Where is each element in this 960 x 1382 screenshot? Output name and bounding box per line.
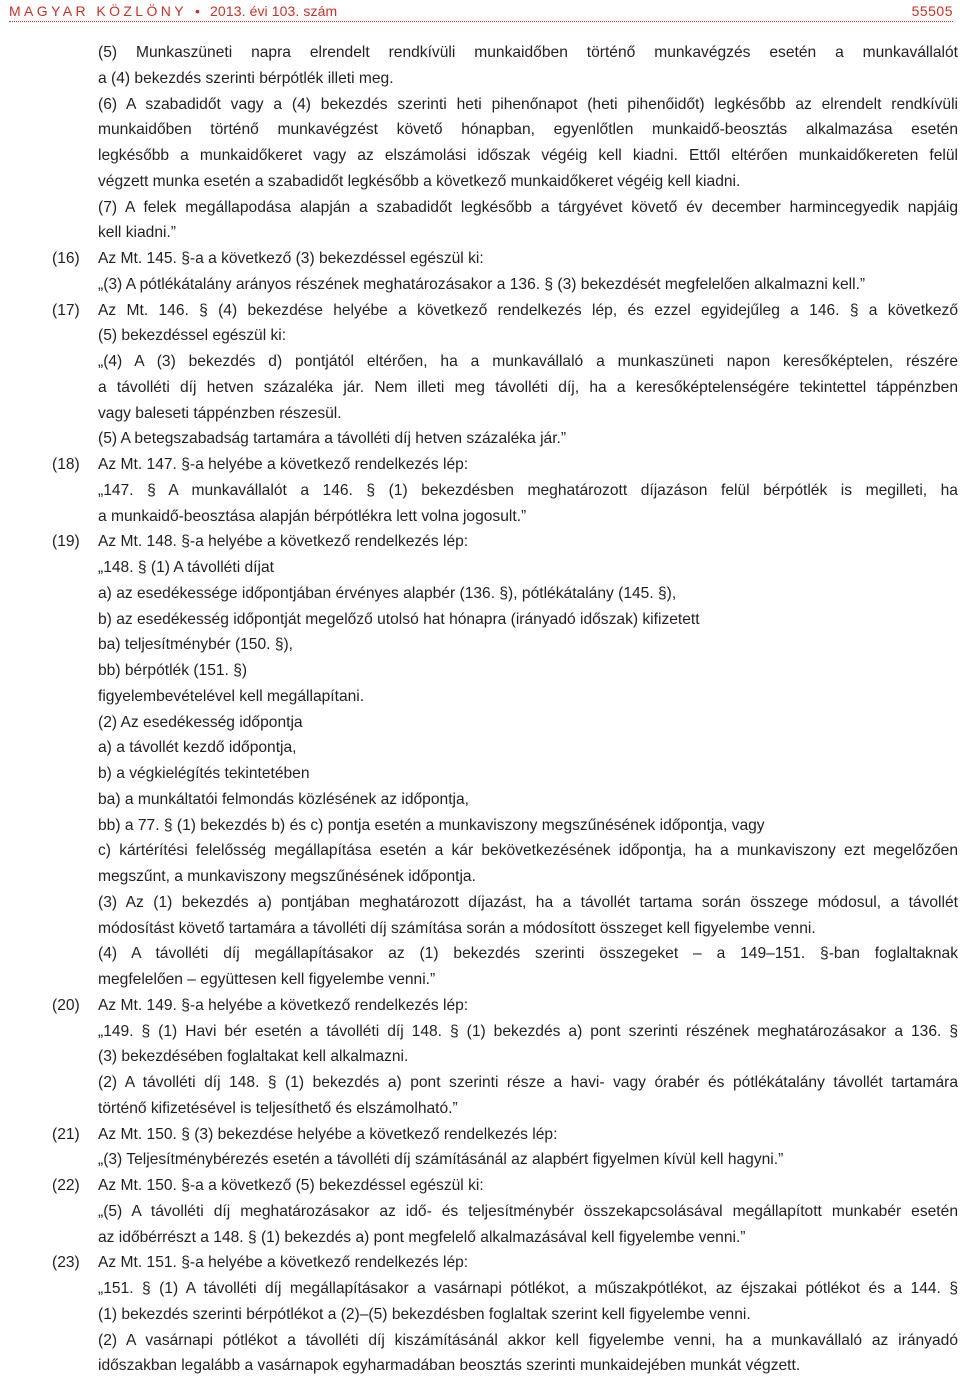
- text-line: (2) A távolléti díj 148. § (1) bekezdés a) pont szerinti része a havi- vagy órabér és pótlékátalány távollét tartamára: [98, 1074, 958, 1091]
- page-header: [9, 0, 953, 22]
- publication-title: MAGYAR KÖZLÖNY: [9, 3, 188, 19]
- text-line: „147. § A munkavállalót a 146. § (1) bekezdésben meghatározott díjazáson felül bérpótlék is megilleti, ha: [98, 481, 958, 499]
- text-line: ba) teljesítménybér (150. §),: [98, 636, 294, 654]
- paragraph-number: (18): [52, 456, 80, 473]
- text-line: (5) A betegszabadság tartamára a távolléti díj hetven százaléka jár.”: [98, 430, 567, 448]
- text-line: Az Mt. 148. §-a helyébe a következő rendelkezés lép:: [98, 533, 469, 551]
- text-line: történő kifizetésével is teljesíthető és elszámolható.”: [98, 1099, 458, 1117]
- text-line: időszakban legalább a vasárnapok egyharmadában beosztás szerinti munkaidejében munkát végzett.: [98, 1357, 801, 1375]
- text-line: „(4) A (3) bekezdés d) pontjától eltérően, ha a munkavállaló a munkaszüneti napon keresőképtelen, részére: [98, 353, 958, 370]
- text-line: a) az esedékessége időpontjában érvényes alapbér (136. §), pótlékátalány (145. §),: [98, 584, 677, 602]
- text-line: megfelelően – együttesen kell figyelembe venni.”: [98, 971, 436, 988]
- text-line: (5) bekezdéssel egészül ki:: [98, 327, 287, 345]
- text-line: (7) A felek megállapodása alapján a szabadidőt legkésőbb a tárgyévet követő év december harmincegyedik napjáig: [98, 198, 958, 216]
- text-line: c) kártérítési felelősség megállapítása esetén a kár bekövetkezésének időpontja, ha a munkaviszony ezt megelőzően: [98, 842, 958, 860]
- text-line: „(3) A pótlékátalány arányos részének meghatározásakor a 136. § (3) bekezdését megfelelően alkalmazni kell.”: [98, 275, 866, 293]
- text-line: (3) Az (1) bekezdés a) pontjában meghatározott díjazást, ha a távollét tartama során összege módosul, a távollét: [98, 893, 958, 911]
- page-number: 55505: [911, 3, 953, 19]
- header-rule: [9, 21, 953, 22]
- text-line: „151. § (1) A távolléti díj megállapításakor a vasárnapi pótlékot, a műszakpótlékot, az éjszakai pótlékot és a 144. §: [98, 1280, 958, 1297]
- text-line: (2) A vasárnapi pótlékot a távolléti díj kiszámításánál akkor kell figyelembe venni, ha a munkavállaló az irányadó: [98, 1331, 958, 1349]
- paragraph-number: (22): [52, 1177, 80, 1194]
- text-line: (2) Az esedékesség időpontja: [98, 713, 303, 731]
- paragraph-number: (20): [52, 996, 80, 1014]
- text-line: figyelembevételével kell megállapítani.: [98, 687, 365, 705]
- text-line: „149. § (1) Havi bér esetén a távolléti díj 148. § (1) bekezdés a) pont szerinti részének meghatározásakor a 136. §: [98, 1022, 958, 1040]
- text-line: Az Mt. 147. §-a helyébe a következő rendelkezés lép:: [98, 456, 469, 473]
- text-line: b) a végkielégítés tekintetében: [98, 765, 310, 782]
- text-line: bb) a 77. § (1) bekezdés b) és c) pontja esetén a munkaviszony megszűnésének időpontja, vagy: [98, 816, 765, 834]
- text-line: munkaidőben történő munkavégzést követő hónapban, egyenlőtlen munkaidő-beosztás alkalmazása esetén: [98, 121, 958, 139]
- text-line: legkésőbb a munkaidőkeret vagy az elszámolási időszak végéig kell kiadni. Ettől eltérően munkaidőkereten felül: [98, 147, 958, 164]
- text-line: módosítást követő tartamára a távolléti díj számítása során a módosított összeget kell figyelembe venni.: [98, 919, 816, 937]
- text-line: bb) bérpótlék (151. §): [98, 662, 248, 679]
- text-line: a) a távollét kezdő időpontja,: [98, 739, 297, 757]
- paragraph-number: (23): [52, 1254, 80, 1272]
- text-line: (4) A távolléti díj megállapításakor az (1) bekezdés szerinti összegeket – a 149–151. §-ban foglaltaknak: [98, 945, 958, 963]
- text-line: „(5) A távolléti díj meghatározásakor az idő- és teljesítménybér összekapcsolásával megállapított munkabér esetén: [98, 1202, 958, 1220]
- text-line: a (4) bekezdés szerinti bérpótlék illeti meg.: [98, 69, 394, 87]
- text-line: Az Mt. 151. §-a helyébe a következő rendelkezés lép:: [98, 1254, 469, 1272]
- text-line: Az Mt. 150. § (3) bekezdése helyébe a következő rendelkezés lép:: [98, 1125, 558, 1143]
- text-line: ba) a munkáltatói felmondás közlésének az időpontja,: [98, 790, 470, 808]
- text-line: Az Mt. 145. §-a a következő (3) bekezdéssel egészül ki:: [98, 250, 484, 267]
- paragraph-number: (17): [52, 301, 80, 319]
- text-line: (3) bekezdésében foglaltakat kell alkalmazni.: [98, 1048, 409, 1066]
- text-line: (5) Munkaszüneti napra elrendelt rendkívüli munkaidőben történő munkavégzés esetén a munkavállalót: [98, 44, 958, 61]
- text-line: vagy baleseti táppénzben részesül.: [98, 404, 342, 422]
- text-line: „(3) Teljesítménybérezés esetén a távolléti díj számításánál az alapbért figyelmen kívül kell hagyni.”: [98, 1151, 784, 1169]
- header-left: [9, 3, 337, 19]
- text-line: a munkaidő-beosztása alapján bérpótlékra lett volna jogosult.”: [98, 507, 527, 525]
- text-line: „148. § (1) A távolléti díjat: [98, 559, 274, 576]
- header-separator: •: [195, 3, 201, 19]
- issue-label: 2013. évi 103. szám: [210, 3, 338, 19]
- text-line: megszűnt, a munkaviszony megszűnésének időpontja.: [98, 868, 476, 885]
- text-line: a távolléti díj hetven százaléka jár. Nem illeti meg távolléti díj, ha a keresőképtelenségére tekintettel táppénzben: [98, 378, 958, 396]
- text-line: Az Mt. 146. § (4) bekezdése helyébe a következő rendelkezés lép, és ezzel egyidejűleg a 146. § a következő: [98, 301, 958, 319]
- text-line: (1) bekezdés szerinti bérpótlékot a (2)–(5) bekezdésben foglaltak szerint kell figyelembe venni.: [98, 1305, 751, 1323]
- paragraph-number: (19): [52, 533, 80, 551]
- text-line: az időbérrészt a 148. § (1) bekezdés a) pont megfelelő alkalmazásával kell figyelembe venni.”: [98, 1228, 746, 1246]
- paragraph-number: (16): [52, 250, 80, 267]
- text-line: Az Mt. 150. §-a a következő (5) bekezdéssel egészül ki:: [98, 1177, 484, 1194]
- text-line: (6) A szabadidőt vagy a (4) bekezdés szerinti heti pihenőnapot (heti pihenőidőt) legkésőbb az elrendelt rendkívüli: [98, 95, 958, 113]
- text-line: b) az esedékesség időpontját megelőző utolsó hat hónapra (irányadó időszak) kifizetett: [98, 610, 700, 628]
- text-line: végzett munka esetén a szabadidőt legkésőbb a következő munkaidőkeret végéig kell kiadni.: [98, 172, 741, 190]
- paragraph-number: (21): [52, 1125, 80, 1143]
- text-line: Az Mt. 149. §-a helyébe a következő rendelkezés lép:: [98, 996, 469, 1014]
- text-line: kell kiadni.”: [98, 224, 176, 242]
